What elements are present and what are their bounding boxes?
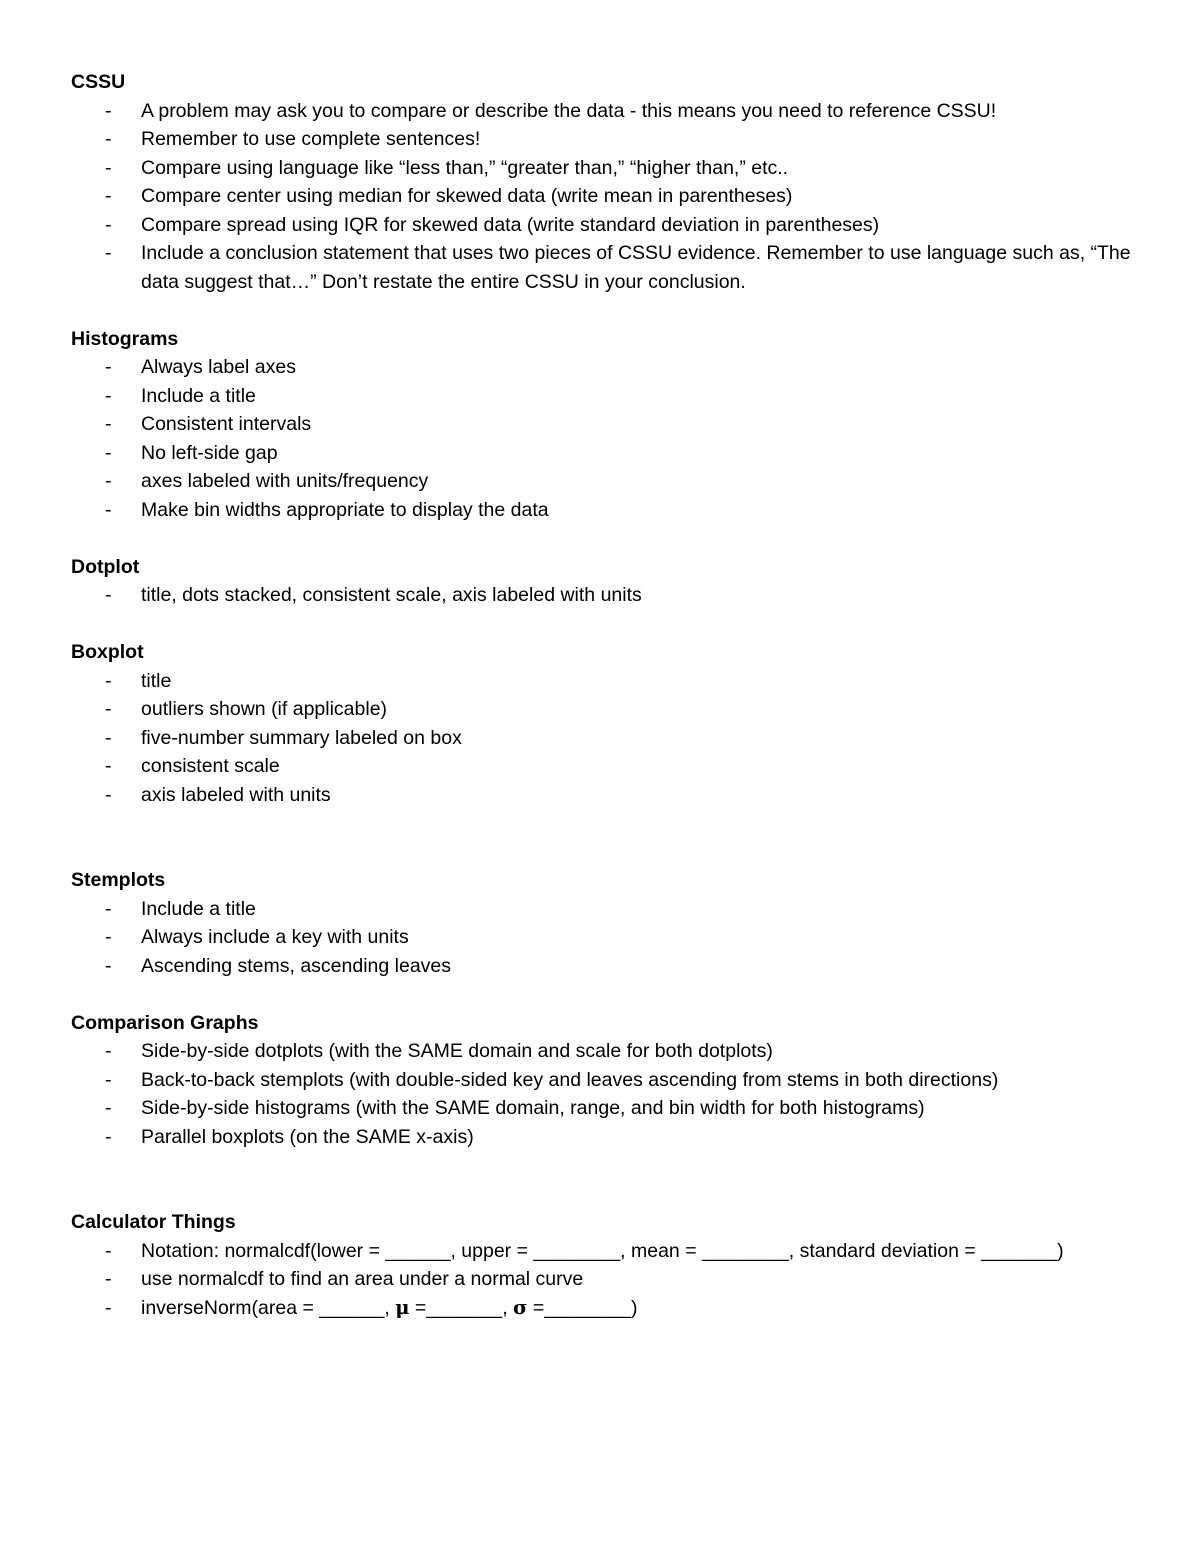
bullet-dash: -	[105, 755, 112, 777]
list-item	[71, 496, 1131, 525]
section-heading-boxplot: Boxplot	[71, 641, 144, 663]
list-item	[71, 353, 1131, 382]
spacer	[71, 524, 1131, 553]
bullet-dash: -	[105, 156, 112, 179]
list-item-text: Compare using language like “less than,” “greater than,” “higher than,” etc..	[141, 156, 789, 179]
list-item-text: use normalcdf to find an area under a normal curve	[141, 1268, 584, 1290]
bullet-dash: -	[105, 897, 112, 920]
bullet-dash: -	[105, 584, 112, 606]
bullet-dash: -	[105, 669, 112, 692]
list-item-text: title, dots stacked, consistent scale, axis labeled with units	[141, 584, 642, 606]
list-item-text: title	[141, 669, 172, 692]
bullet-dash: -	[105, 954, 112, 977]
list-item	[71, 923, 1131, 952]
bullet-dash: -	[105, 1296, 112, 1319]
document-page	[71, 68, 1131, 1322]
list-item-text: Consistent intervals	[141, 413, 312, 435]
list-item	[71, 952, 1131, 981]
bullet-dash: -	[105, 441, 112, 464]
bullet-dash: -	[105, 1068, 112, 1091]
list-item	[71, 895, 1131, 924]
list-item	[71, 239, 1131, 296]
bullet-dash: -	[105, 926, 112, 948]
spacer	[71, 296, 1131, 325]
list-item-text: Remember to use complete sentences!	[141, 128, 481, 150]
dotplot-list	[71, 581, 1131, 610]
spacer	[71, 980, 1131, 1009]
bullet-dash: -	[105, 470, 112, 492]
comparison-list	[71, 1037, 1131, 1151]
list-item-text: Include a conclusion statement that uses two pieces of CSSU evidence. Remember to use language such as, “The data suggest that…” Don’t restate the entire CSSU in your conclusion.	[141, 242, 1131, 293]
list-item-text: Back-to-back stemplots (with double-sided key and leaves ascending from stems in both directions)	[141, 1068, 999, 1091]
list-item-text: Always include a key with units	[141, 926, 409, 948]
spacer	[71, 610, 1131, 639]
inverse-norm-text	[141, 1297, 637, 1319]
list-item-text: Compare spread using IQR for skewed data (write standard deviation in parentheses)	[141, 213, 880, 236]
list-item-text: No left-side gap	[141, 441, 278, 464]
list-item	[71, 467, 1131, 496]
list-item	[71, 1066, 1131, 1095]
list-item	[71, 1037, 1131, 1066]
list-item-text: axes labeled with units/frequency	[141, 470, 429, 492]
list-item-text: axis labeled with units	[141, 783, 331, 806]
calculator-list	[71, 1237, 1131, 1323]
list-item	[71, 752, 1131, 781]
list-item-text: Compare center using median for skewed data (write mean in parentheses)	[141, 185, 793, 207]
list-item-text: Parallel boxplots (on the SAME x-axis)	[141, 1125, 474, 1148]
list-item-text: outliers shown (if applicable)	[141, 698, 388, 720]
boxplot-list	[71, 667, 1131, 810]
mu-symbol: μ	[395, 1295, 410, 1319]
list-item-text: five-number summary labeled on box	[141, 726, 462, 749]
list-item	[71, 1294, 1131, 1323]
list-item	[71, 1123, 1131, 1152]
bullet-dash: -	[105, 783, 112, 806]
inverse-norm-mid: =_______,	[409, 1296, 514, 1319]
list-item	[71, 724, 1131, 753]
cssu-list	[71, 97, 1131, 297]
list-item-text: Always label axes	[141, 356, 296, 378]
list-item	[71, 1237, 1131, 1266]
list-item	[71, 439, 1131, 468]
list-item-text: Include a title	[141, 897, 256, 920]
list-item	[71, 781, 1131, 810]
histograms-list	[71, 353, 1131, 524]
list-item-text: Ascending stems, ascending leaves	[141, 954, 452, 977]
list-item	[71, 1094, 1131, 1123]
bullet-dash: -	[105, 1040, 112, 1062]
list-item-text: A problem may ask you to compare or describe the data - this means you need to reference CSSU!	[141, 99, 997, 122]
list-item	[71, 581, 1131, 610]
list-item-text: Side-by-side dotplots (with the SAME domain and scale for both dotplots)	[141, 1040, 773, 1062]
bullet-dash: -	[105, 128, 112, 150]
inverse-norm-prefix: inverseNorm(area = ______,	[141, 1296, 396, 1319]
bullet-dash: -	[105, 413, 112, 435]
list-item-text: Make bin widths appropriate to display the data	[141, 498, 549, 521]
bullet-dash: -	[105, 1097, 112, 1119]
bullet-dash: -	[105, 698, 112, 720]
section-heading-histograms: Histograms	[71, 327, 179, 350]
section-heading-comparison-graphs: Comparison Graphs	[71, 1011, 259, 1034]
bullet-dash: -	[105, 99, 112, 122]
list-item	[71, 182, 1131, 211]
list-item-text: consistent scale	[141, 755, 280, 777]
list-item-text: Include a title	[141, 384, 256, 407]
bullet-dash: -	[105, 356, 112, 378]
bullet-dash: -	[105, 185, 112, 207]
stemplots-list	[71, 895, 1131, 981]
list-item	[71, 410, 1131, 439]
bullet-dash: -	[105, 1239, 112, 1262]
bullet-dash: -	[105, 242, 112, 264]
section-heading-cssu: CSSU	[71, 71, 126, 93]
bullet-dash: -	[105, 213, 112, 236]
list-item	[71, 695, 1131, 724]
list-item	[71, 97, 1131, 126]
list-item-text: Side-by-side histograms (with the SAME domain, range, and bin width for both histograms)	[141, 1097, 925, 1119]
sigma-symbol: σ	[513, 1295, 528, 1319]
bullet-dash: -	[105, 498, 112, 521]
list-item	[71, 382, 1131, 411]
section-heading-stemplots: Stemplots	[71, 869, 166, 891]
section-heading-calculator-things: Calculator Things	[71, 1211, 236, 1233]
list-item	[71, 667, 1131, 696]
list-item	[71, 211, 1131, 240]
list-item	[71, 125, 1131, 154]
spacer	[71, 1151, 1131, 1208]
list-item-text: Notation: normalcdf(lower = ______, upper = ________, mean = ________, standard deviation = _______)	[141, 1239, 1064, 1262]
bullet-dash: -	[105, 1125, 112, 1148]
bullet-dash: -	[105, 726, 112, 749]
inverse-norm-suffix: =________)	[527, 1296, 638, 1319]
spacer	[71, 809, 1131, 866]
bullet-dash: -	[105, 1268, 112, 1290]
bullet-dash: -	[105, 384, 112, 407]
list-item	[71, 154, 1131, 183]
list-item	[71, 1265, 1131, 1294]
section-heading-dotplot: Dotplot	[71, 555, 140, 578]
